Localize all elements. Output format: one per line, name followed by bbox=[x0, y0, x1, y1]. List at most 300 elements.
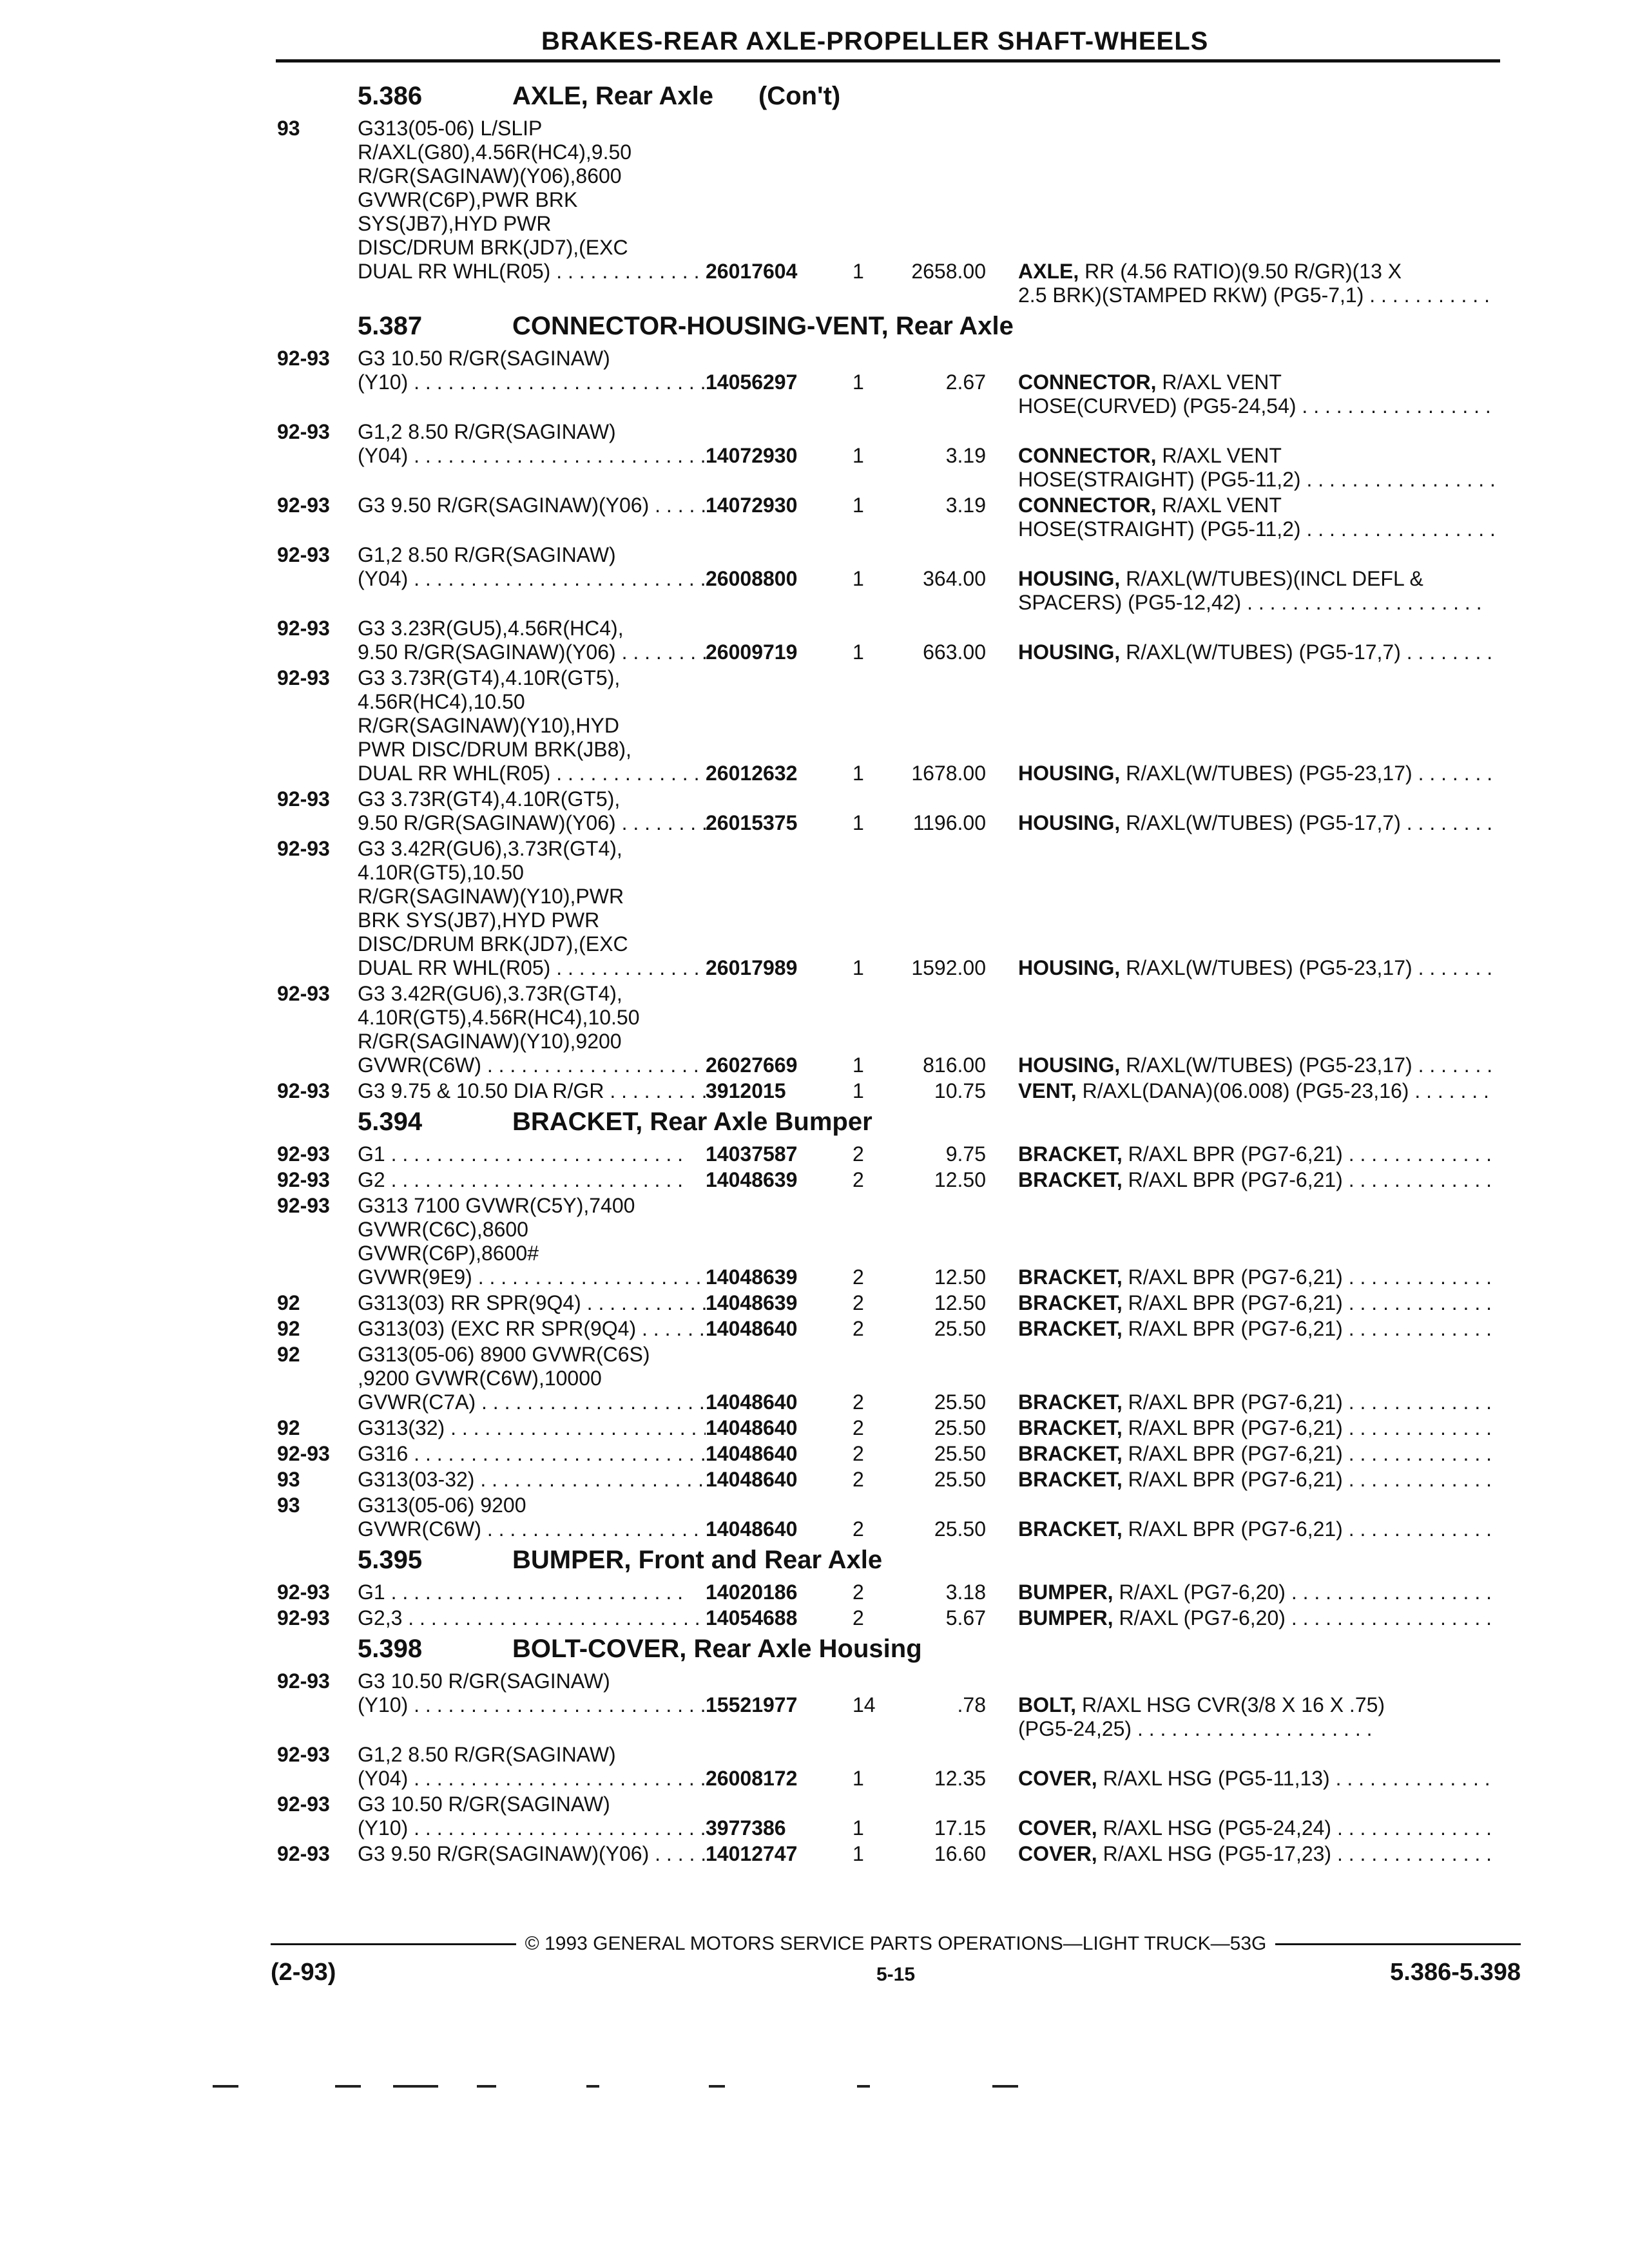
part-description bbox=[1018, 1517, 1495, 1541]
application-line: 4.56R(HC4),10.50 bbox=[358, 690, 525, 713]
quantity: 2 bbox=[853, 1317, 864, 1340]
price: 12.50 bbox=[934, 1265, 986, 1289]
application-description bbox=[358, 494, 706, 541]
part-description bbox=[1018, 567, 1495, 615]
quantity: 1 bbox=[853, 567, 864, 590]
application-description bbox=[358, 1581, 706, 1604]
application-line: G313(03) (EXC RR SPR(9Q4) . . . bbox=[358, 1317, 706, 1341]
application-line: G2 . . . bbox=[358, 1168, 706, 1192]
description-text: R/AXL(DANA)(06.008) (PG5-23,16) bbox=[1082, 1079, 1409, 1102]
part-name: CONNECTOR, bbox=[1018, 370, 1157, 394]
application-line: G1 . . . bbox=[358, 1581, 706, 1604]
model-year: 92-93 bbox=[277, 617, 330, 640]
description-text: SPACERS) (PG5-12,42) bbox=[1018, 591, 1242, 614]
part-name: BRACKET, bbox=[1018, 1442, 1123, 1465]
application-line: DUAL RR WHL(R05) . . . . bbox=[358, 260, 706, 284]
section-continued: (Con't) bbox=[758, 82, 841, 110]
application-line: G3 3.42R(GU6),3.73R(GT4), bbox=[358, 837, 622, 860]
application-line: 4.10R(GT5),4.56R(HC4),10.50 bbox=[358, 1006, 640, 1029]
part-name: CONNECTOR, bbox=[1018, 444, 1157, 467]
application-line: GVWR(9E9) . . . bbox=[358, 1265, 706, 1289]
application-description bbox=[358, 787, 706, 835]
application-line: G3 9.50 R/GR(SAGINAW)(Y06) . . . bbox=[358, 1842, 706, 1866]
part-description bbox=[1018, 1442, 1495, 1466]
catalog-entry bbox=[277, 617, 1521, 664]
quantity: 2 bbox=[853, 1142, 864, 1166]
model-year: 92-93 bbox=[277, 787, 330, 811]
part-number: 14048639 bbox=[706, 1265, 798, 1289]
model-year: 92-93 bbox=[277, 982, 330, 1005]
application-description bbox=[358, 1142, 706, 1166]
catalog-entry bbox=[277, 1317, 1521, 1341]
part-description bbox=[1018, 1142, 1495, 1166]
part-name: BRACKET, bbox=[1018, 1517, 1123, 1541]
application-line: BRK SYS(JB7),HYD PWR bbox=[358, 908, 600, 932]
part-number: 14012747 bbox=[706, 1842, 798, 1865]
model-year: 92-93 bbox=[277, 1743, 330, 1766]
application-line: PWR DISC/DRUM BRK(JB8), bbox=[358, 738, 631, 761]
price: 16.60 bbox=[934, 1842, 986, 1865]
quantity: 1 bbox=[853, 1842, 864, 1865]
description-text: HOSE(CURVED) (PG5-24,54) bbox=[1018, 394, 1296, 418]
price: 25.50 bbox=[934, 1517, 986, 1541]
description-text: 2.5 BRK)(STAMPED RKW) (PG5-7,1) bbox=[1018, 284, 1364, 307]
price: 1196.00 bbox=[912, 811, 986, 834]
description-line bbox=[1018, 1390, 1495, 1414]
application-description bbox=[358, 1606, 706, 1630]
application-description bbox=[358, 1743, 706, 1791]
catalog-entry bbox=[277, 1416, 1521, 1440]
application-line: G313 7100 GVWR(C5Y),7400 bbox=[358, 1194, 635, 1217]
part-description bbox=[1018, 444, 1495, 492]
quantity: 1 bbox=[853, 956, 864, 979]
part-number: 26012632 bbox=[706, 762, 798, 785]
part-number: 14072930 bbox=[706, 494, 798, 517]
application-line: (Y10) . . . bbox=[358, 1816, 706, 1840]
description-line bbox=[1018, 1517, 1495, 1541]
part-number: 3912015 bbox=[706, 1079, 786, 1102]
part-number: 26015375 bbox=[706, 811, 798, 834]
application-line: G3 3.42R(GU6),3.73R(GT4), bbox=[358, 982, 622, 1005]
description-line bbox=[1018, 1291, 1495, 1315]
part-number: 14048639 bbox=[706, 1168, 798, 1191]
description-line bbox=[1018, 468, 1495, 492]
description-text: R/AXL(W/TUBES) (PG5-23,17) bbox=[1126, 1053, 1412, 1077]
part-name: COVER, bbox=[1018, 1767, 1097, 1790]
quantity: 14 bbox=[853, 1693, 876, 1716]
description-line bbox=[1018, 591, 1495, 615]
part-number: 14054688 bbox=[706, 1606, 798, 1629]
part-name: BRACKET, bbox=[1018, 1468, 1123, 1491]
description-line bbox=[1018, 517, 1495, 541]
quantity: 1 bbox=[853, 762, 864, 785]
application-line: G2,3 . . . bbox=[358, 1606, 706, 1630]
description-line bbox=[1018, 1079, 1495, 1103]
application-line: G3 9.50 R/GR(SAGINAW)(Y06) . . . bbox=[358, 494, 706, 517]
part-description bbox=[1018, 370, 1495, 418]
description-line bbox=[1018, 1442, 1495, 1466]
description-line bbox=[1018, 1767, 1495, 1791]
application-description bbox=[358, 1842, 706, 1866]
catalog-entry bbox=[277, 420, 1521, 492]
footer-section-range: 5.386-5.398 bbox=[1390, 1959, 1521, 1986]
description-line bbox=[1018, 567, 1495, 591]
model-year: 93 bbox=[277, 117, 300, 140]
application-description bbox=[358, 1669, 706, 1741]
part-description bbox=[1018, 1291, 1495, 1315]
part-description bbox=[1018, 260, 1495, 307]
description-text: R/AXL(W/TUBES) (PG5-23,17) bbox=[1126, 762, 1412, 785]
part-name: BRACKET, bbox=[1018, 1291, 1123, 1314]
catalog-entry bbox=[277, 1494, 1521, 1541]
description-line bbox=[1018, 811, 1495, 835]
price: 816.00 bbox=[923, 1053, 986, 1077]
description-line bbox=[1018, 494, 1495, 517]
application-line: G316 . . . bbox=[358, 1442, 706, 1466]
application-description bbox=[358, 1343, 706, 1414]
application-line: R/GR(SAGINAW)(Y10),HYD bbox=[358, 714, 619, 737]
section-heading bbox=[277, 1541, 1521, 1579]
section-title: CONNECTOR-HOUSING-VENT, Rear Axle bbox=[512, 312, 1014, 340]
description-line bbox=[1018, 394, 1495, 418]
price: 1678.00 bbox=[911, 762, 986, 785]
description-line bbox=[1018, 1581, 1495, 1604]
model-year: 92-93 bbox=[277, 1669, 330, 1693]
application-description bbox=[358, 420, 706, 492]
application-line: G313(03-32) . . . bbox=[358, 1468, 706, 1492]
application-description bbox=[358, 347, 706, 418]
part-description bbox=[1018, 1581, 1495, 1604]
application-line: GVWR(C6P),8600# bbox=[358, 1242, 539, 1265]
price: 25.50 bbox=[934, 1468, 986, 1491]
price: 1592.00 bbox=[911, 956, 986, 979]
description-line bbox=[1018, 1842, 1495, 1866]
description-text: HOSE(STRAIGHT) (PG5-11,2) bbox=[1018, 517, 1301, 541]
part-description bbox=[1018, 762, 1495, 785]
footer-copyright-row bbox=[271, 1933, 1521, 1955]
quantity: 1 bbox=[853, 494, 864, 517]
part-name: BRACKET, bbox=[1018, 1168, 1123, 1191]
quantity: 1 bbox=[853, 444, 864, 467]
footer-bottom bbox=[271, 1959, 1521, 1991]
price: 2658.00 bbox=[911, 260, 986, 283]
price: 3.19 bbox=[945, 494, 986, 517]
description-line bbox=[1018, 370, 1495, 394]
description-text: R/AXL (PG7-6,20) bbox=[1119, 1581, 1286, 1604]
part-number: 14056297 bbox=[706, 370, 798, 394]
quantity: 1 bbox=[853, 640, 864, 664]
model-year: 92-93 bbox=[277, 347, 330, 370]
part-name: CONNECTOR, bbox=[1018, 494, 1157, 517]
quantity: 1 bbox=[853, 1053, 864, 1077]
application-description bbox=[358, 1079, 706, 1103]
description-text: R/AXL VENT bbox=[1162, 370, 1282, 394]
application-line: DUAL RR WHL(R05) . . . bbox=[358, 762, 706, 785]
quantity: 1 bbox=[853, 1079, 864, 1102]
price: 2.67 bbox=[945, 370, 986, 394]
description-text: R/AXL HSG (PG5-17,23) bbox=[1103, 1842, 1332, 1865]
description-text: R/AXL BPR (PG7-6,21) bbox=[1128, 1142, 1343, 1166]
part-name: HOUSING, bbox=[1018, 567, 1121, 590]
application-description bbox=[358, 982, 706, 1077]
description-text: R/AXL(W/TUBES) (PG5-17,7) bbox=[1126, 811, 1401, 834]
description-text: R/AXL(W/TUBES)(INCL DEFL & bbox=[1126, 567, 1423, 590]
part-description bbox=[1018, 1606, 1495, 1630]
catalog-entry bbox=[277, 1194, 1521, 1289]
part-description bbox=[1018, 1416, 1495, 1440]
application-line: ,9200 GVWR(C6W),10000 bbox=[358, 1367, 602, 1390]
application-line: SYS(JB7),HYD PWR bbox=[358, 212, 552, 235]
description-line bbox=[1018, 1693, 1495, 1717]
application-line: G313(05-06) 8900 GVWR(C6S) bbox=[358, 1343, 650, 1366]
part-description bbox=[1018, 1265, 1495, 1289]
section-number: 5.395 bbox=[358, 1546, 423, 1574]
application-description bbox=[358, 117, 706, 307]
application-description bbox=[358, 1168, 706, 1192]
part-description bbox=[1018, 956, 1495, 980]
application-description bbox=[358, 543, 706, 615]
description-text: R/AXL BPR (PG7-6,21) bbox=[1128, 1168, 1343, 1191]
model-year: 92-93 bbox=[277, 1792, 330, 1816]
section-title: BOLT-COVER, Rear Axle Housing bbox=[512, 1635, 922, 1663]
quantity: 2 bbox=[853, 1581, 864, 1604]
catalog-entry bbox=[277, 1168, 1521, 1192]
price: 25.50 bbox=[934, 1416, 986, 1439]
description-line bbox=[1018, 1142, 1495, 1166]
description-text: HOSE(STRAIGHT) (PG5-11,2) bbox=[1018, 468, 1301, 491]
part-description bbox=[1018, 1816, 1495, 1840]
footer-copyright: © 1993 GENERAL MOTORS SERVICE PARTS OPERATIONS—LIGHT TRUCK—53G bbox=[525, 1933, 1267, 1954]
application-description bbox=[358, 617, 706, 664]
price: 25.50 bbox=[934, 1442, 986, 1465]
model-year: 92-93 bbox=[277, 1168, 330, 1191]
footer-rule-left bbox=[271, 1943, 516, 1945]
application-line: G3 10.50 R/GR(SAGINAW) bbox=[358, 1669, 610, 1693]
section-heading bbox=[277, 77, 1521, 115]
catalog-entry bbox=[277, 494, 1521, 541]
description-line bbox=[1018, 1606, 1495, 1630]
part-number: 14020186 bbox=[706, 1581, 798, 1604]
part-name: BRACKET, bbox=[1018, 1390, 1123, 1414]
part-name: BRACKET, bbox=[1018, 1317, 1123, 1340]
catalog-entry bbox=[277, 982, 1521, 1077]
description-line bbox=[1018, 1468, 1495, 1492]
model-year: 92-93 bbox=[277, 1581, 330, 1604]
description-text: R/AXL BPR (PG7-6,21) bbox=[1128, 1517, 1343, 1541]
part-description bbox=[1018, 1079, 1495, 1103]
quantity: 2 bbox=[853, 1168, 864, 1191]
catalog-entry bbox=[277, 1142, 1521, 1166]
quantity: 1 bbox=[853, 370, 864, 394]
description-text: R/AXL BPR (PG7-6,21) bbox=[1128, 1416, 1343, 1439]
model-year: 92-93 bbox=[277, 837, 330, 860]
application-line: R/AXL(G80),4.56R(HC4),9.50 bbox=[358, 140, 632, 164]
description-line bbox=[1018, 1416, 1495, 1440]
price: 9.75 bbox=[945, 1142, 986, 1166]
section-number: 5.386 bbox=[358, 82, 423, 110]
part-name: COVER, bbox=[1018, 1816, 1097, 1840]
part-description bbox=[1018, 494, 1495, 541]
part-number: 14048640 bbox=[706, 1442, 798, 1465]
price: 17.15 bbox=[934, 1816, 986, 1840]
application-description bbox=[358, 1442, 706, 1466]
part-number: 14072930 bbox=[706, 444, 798, 467]
part-description bbox=[1018, 1317, 1495, 1341]
application-line: GVWR(C7A) . . . bbox=[358, 1390, 706, 1414]
price: 3.18 bbox=[945, 1581, 986, 1604]
catalog-entry bbox=[277, 1291, 1521, 1315]
application-line: G1,2 8.50 R/GR(SAGINAW) bbox=[358, 543, 616, 566]
section-number: 5.387 bbox=[358, 312, 423, 340]
description-line bbox=[1018, 444, 1495, 468]
part-number: 26017604 bbox=[706, 260, 798, 283]
part-description bbox=[1018, 811, 1495, 835]
price: 12.50 bbox=[934, 1291, 986, 1314]
footer-rule-right bbox=[1275, 1943, 1521, 1945]
description-text: R/AXL BPR (PG7-6,21) bbox=[1128, 1442, 1343, 1465]
model-year: 92-93 bbox=[277, 1142, 330, 1166]
application-line: G1,2 8.50 R/GR(SAGINAW) bbox=[358, 1743, 616, 1766]
part-number: 26008800 bbox=[706, 567, 798, 590]
quantity: 2 bbox=[853, 1468, 864, 1491]
description-text: R/AXL BPR (PG7-6,21) bbox=[1128, 1317, 1343, 1340]
application-line: 9.50 R/GR(SAGINAW)(Y06) . . . bbox=[358, 811, 706, 835]
quantity: 2 bbox=[853, 1517, 864, 1541]
description-text: R/AXL HSG (PG5-11,13) bbox=[1103, 1767, 1330, 1790]
part-name: HOUSING, bbox=[1018, 640, 1121, 664]
page-header-title: BRAKES-REAR AXLE-PROPELLER SHAFT-WHEELS bbox=[541, 27, 1209, 55]
part-number: 14048640 bbox=[706, 1416, 798, 1439]
catalog-entry bbox=[277, 543, 1521, 615]
price: 12.35 bbox=[934, 1767, 986, 1790]
description-text: R/AXL HSG (PG5-24,24) bbox=[1103, 1816, 1332, 1840]
model-year: 92-93 bbox=[277, 1606, 330, 1629]
description-line bbox=[1018, 1317, 1495, 1341]
catalog-content bbox=[277, 77, 1521, 1866]
part-name: VENT, bbox=[1018, 1079, 1077, 1102]
catalog-entry bbox=[277, 1581, 1521, 1604]
price: 10.75 bbox=[934, 1079, 986, 1102]
catalog-entry bbox=[277, 1343, 1521, 1414]
application-line: GVWR(C6C),8600 bbox=[358, 1218, 528, 1241]
description-text: (PG5-24,25) bbox=[1018, 1717, 1132, 1740]
part-name: BOLT, bbox=[1018, 1693, 1077, 1716]
part-number: 3977386 bbox=[706, 1816, 786, 1840]
price: 25.50 bbox=[934, 1390, 986, 1414]
application-line: G1 . . . bbox=[358, 1142, 706, 1166]
application-line: (Y10) . . . bbox=[358, 370, 706, 394]
part-number: 14048640 bbox=[706, 1317, 798, 1340]
part-description bbox=[1018, 1842, 1495, 1866]
application-description bbox=[358, 666, 706, 785]
part-name: HOUSING, bbox=[1018, 762, 1121, 785]
catalog-entry bbox=[277, 1842, 1521, 1866]
part-name: HOUSING, bbox=[1018, 811, 1121, 834]
header-rule bbox=[276, 59, 1500, 62]
application-line: G3 10.50 R/GR(SAGINAW) bbox=[358, 347, 610, 370]
application-line: G3 3.23R(GU5),4.56R(HC4), bbox=[358, 617, 624, 640]
application-line: DISC/DRUM BRK(JD7),(EXC bbox=[358, 932, 628, 956]
quantity: 2 bbox=[853, 1606, 864, 1629]
part-name: AXLE, bbox=[1018, 260, 1079, 283]
model-year: 92 bbox=[277, 1416, 300, 1439]
quantity: 1 bbox=[853, 811, 864, 834]
section-title: AXLE, Rear Axle bbox=[512, 82, 713, 110]
part-description bbox=[1018, 1468, 1495, 1492]
part-name: BUMPER, bbox=[1018, 1606, 1113, 1629]
quantity: 2 bbox=[853, 1265, 864, 1289]
model-year: 92 bbox=[277, 1291, 300, 1314]
catalog-entry bbox=[277, 1743, 1521, 1791]
application-description bbox=[358, 1317, 706, 1341]
part-number: 15521977 bbox=[706, 1693, 798, 1716]
application-description bbox=[358, 1494, 706, 1541]
model-year: 92-93 bbox=[277, 1194, 330, 1217]
description-text: R/AXL(W/TUBES) (PG5-23,17) bbox=[1126, 956, 1412, 979]
section-heading bbox=[277, 1630, 1521, 1667]
application-line: G3 3.73R(GT4),4.10R(GT5), bbox=[358, 666, 621, 689]
model-year: 92-93 bbox=[277, 666, 330, 689]
model-year: 92-93 bbox=[277, 543, 330, 566]
description-line bbox=[1018, 956, 1495, 980]
catalog-entry bbox=[277, 837, 1521, 980]
description-text: RR (4.56 RATIO)(9.50 R/GR)(13 X bbox=[1084, 260, 1402, 283]
part-name: COVER, bbox=[1018, 1842, 1097, 1865]
price: 3.19 bbox=[945, 444, 986, 467]
application-line: G1,2 8.50 R/GR(SAGINAW) bbox=[358, 420, 616, 443]
model-year: 92 bbox=[277, 1317, 300, 1340]
description-text: R/AXL BPR (PG7-6,21) bbox=[1128, 1291, 1343, 1314]
part-name: BRACKET, bbox=[1018, 1416, 1123, 1439]
part-number: 14048640 bbox=[706, 1390, 798, 1414]
application-line: GVWR(C6P),PWR BRK bbox=[358, 188, 578, 211]
application-line: DISC/DRUM BRK(JD7),(EXC bbox=[358, 236, 628, 259]
description-line bbox=[1018, 1717, 1495, 1741]
application-line: G3 3.73R(GT4),4.10R(GT5), bbox=[358, 787, 621, 811]
description-line bbox=[1018, 1053, 1495, 1077]
model-year: 92-93 bbox=[277, 1842, 330, 1865]
description-text: R/AXL(W/TUBES) (PG5-17,7) bbox=[1126, 640, 1401, 664]
part-number: 14048640 bbox=[706, 1517, 798, 1541]
part-description bbox=[1018, 1168, 1495, 1192]
part-number: 14048640 bbox=[706, 1468, 798, 1491]
section-title: BUMPER, Front and Rear Axle bbox=[512, 1546, 883, 1574]
model-year: 93 bbox=[277, 1494, 300, 1517]
application-line: G3 10.50 R/GR(SAGINAW) bbox=[358, 1792, 610, 1816]
application-description bbox=[358, 1792, 706, 1840]
application-line: (Y04) . . . bbox=[358, 444, 706, 468]
model-year: 92-93 bbox=[277, 1442, 330, 1465]
part-number: 26017989 bbox=[706, 956, 798, 979]
application-description bbox=[358, 1194, 706, 1289]
price: 663.00 bbox=[923, 640, 986, 664]
part-description bbox=[1018, 1767, 1495, 1791]
part-description bbox=[1018, 1693, 1495, 1741]
section-heading bbox=[277, 1103, 1521, 1140]
application-description bbox=[358, 1291, 706, 1315]
application-line: (Y04) . . . bbox=[358, 1767, 706, 1791]
price: 25.50 bbox=[934, 1317, 986, 1340]
section-heading bbox=[277, 307, 1521, 345]
scan-artifacts bbox=[0, 2081, 1629, 2094]
quantity: 2 bbox=[853, 1291, 864, 1314]
description-line bbox=[1018, 284, 1495, 307]
application-line: (Y10) . . . bbox=[358, 1693, 706, 1717]
quantity: 2 bbox=[853, 1390, 864, 1414]
part-number: 14048639 bbox=[706, 1291, 798, 1314]
price: 12.50 bbox=[934, 1168, 986, 1191]
part-number: 26027669 bbox=[706, 1053, 798, 1077]
